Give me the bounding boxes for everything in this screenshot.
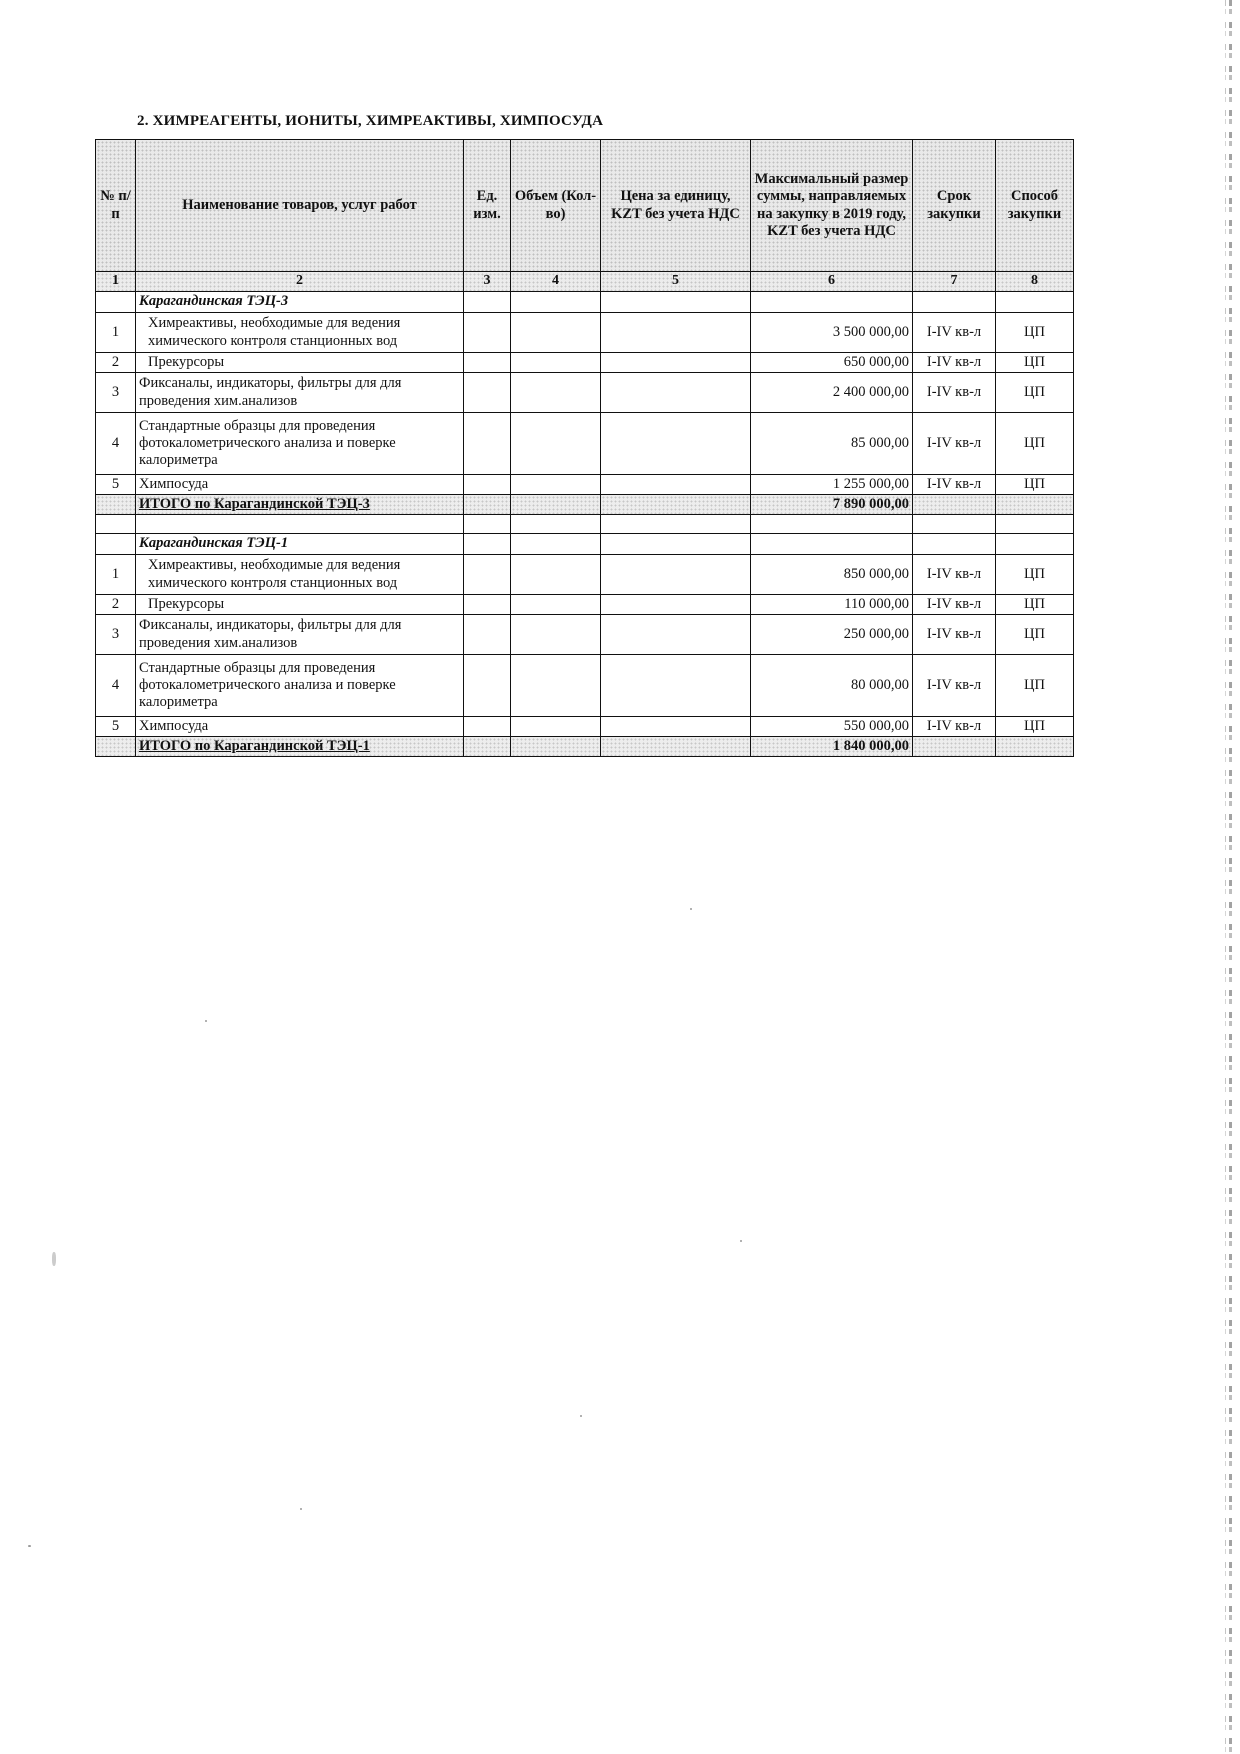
row-method: ЦП [996, 413, 1074, 475]
row-number: 2 [96, 353, 136, 373]
scan-speck [52, 1252, 56, 1266]
row-term: I-IV кв-л [913, 413, 996, 475]
row-term: I-IV кв-л [913, 615, 996, 655]
row-amount: 550 000,00 [751, 717, 913, 737]
scan-speck [740, 1240, 742, 1242]
row-term: I-IV кв-л [913, 373, 996, 413]
header-term: Срок закупки [913, 140, 996, 272]
column-number: 1 [96, 272, 136, 292]
header-unit: Ед. изм. [464, 140, 511, 272]
row-amount: 80 000,00 [751, 655, 913, 717]
row-number: 5 [96, 475, 136, 495]
row-number: 1 [96, 555, 136, 595]
row-amount: 110 000,00 [751, 595, 913, 615]
row-term: I-IV кв-л [913, 717, 996, 737]
row-method: ЦП [996, 555, 1074, 595]
row-method: ЦП [996, 655, 1074, 717]
row-item-name: Фиксаналы, индикаторы, фильтры для для проведения хим.анализов [136, 373, 464, 413]
header-number: № п/п [96, 140, 136, 272]
row-term: I-IV кв-л [913, 313, 996, 353]
row-term: I-IV кв-л [913, 595, 996, 615]
row-term: I-IV кв-л [913, 353, 996, 373]
row-item-name: Химпосуда [136, 475, 464, 495]
row-method: ЦП [996, 313, 1074, 353]
spacer-row [96, 515, 1074, 534]
section-name: Карагандинская ТЭЦ-1 [136, 534, 464, 555]
header-unit-price: Цена за единицу, KZT без учета НДС [601, 140, 751, 272]
row-number: 1 [96, 313, 136, 353]
total-row [96, 737, 1074, 757]
scan-page-edge [1229, 0, 1232, 1754]
column-number: 3 [464, 272, 511, 292]
row-method: ЦП [996, 615, 1074, 655]
table-row [96, 615, 1074, 655]
total-amount: 1 840 000,00 [751, 737, 913, 757]
table-row [96, 353, 1074, 373]
section-header-row [96, 292, 1074, 313]
section-header-row [96, 534, 1074, 555]
row-amount: 1 255 000,00 [751, 475, 913, 495]
row-amount: 850 000,00 [751, 555, 913, 595]
header-max-amount: Максимальный размер суммы, направляемых на закупку в 2019 году, KZT без учета НДС [751, 140, 913, 272]
row-amount: 250 000,00 [751, 615, 913, 655]
total-amount: 7 890 000,00 [751, 495, 913, 515]
scan-speck [205, 1020, 207, 1022]
row-item-name: Прекурсоры [136, 353, 464, 373]
row-amount: 85 000,00 [751, 413, 913, 475]
column-number: 6 [751, 272, 913, 292]
scan-speck [690, 908, 692, 910]
header-item-name: Наименование товаров, услуг работ [136, 140, 464, 272]
row-number: 4 [96, 413, 136, 475]
table-row [96, 475, 1074, 495]
row-amount: 2 400 000,00 [751, 373, 913, 413]
row-term: I-IV кв-л [913, 555, 996, 595]
table-row [96, 313, 1074, 353]
total-label: ИТОГО по Карагандинской ТЭЦ-3 [136, 495, 464, 515]
header-method: Способ закупки [996, 140, 1074, 272]
row-number: 5 [96, 717, 136, 737]
total-label: ИТОГО по Карагандинской ТЭЦ-1 [136, 737, 464, 757]
header-volume: Объем (Кол-во) [511, 140, 601, 272]
column-number: 4 [511, 272, 601, 292]
column-number-row [96, 272, 1074, 292]
row-item-name: Фиксаналы, индикаторы, фильтры для для проведения хим.анализов [136, 615, 464, 655]
row-amount: 3 500 000,00 [751, 313, 913, 353]
table-row [96, 373, 1074, 413]
column-number: 5 [601, 272, 751, 292]
table-row [96, 413, 1074, 475]
row-method: ЦП [996, 353, 1074, 373]
table-row [96, 595, 1074, 615]
row-item-name: Стандартные образцы для проведения фотокалометрического анализа и поверке калориметра [136, 655, 464, 717]
row-number: 4 [96, 655, 136, 717]
row-item-name: Химреактивы, необходимые для ведения химического контроля станционных вод [136, 313, 464, 353]
row-item-name: Прекурсоры [136, 595, 464, 615]
column-number: 8 [996, 272, 1074, 292]
table-row [96, 717, 1074, 737]
row-number: 3 [96, 615, 136, 655]
row-method: ЦП [996, 373, 1074, 413]
row-method: ЦП [996, 595, 1074, 615]
row-item-name: Химреактивы, необходимые для ведения химического контроля станционных вод [136, 555, 464, 595]
document-title: 2. ХИМРЕАГЕНТЫ, ИОНИТЫ, ХИМРЕАКТИВЫ, ХИМПОСУДА [137, 113, 604, 129]
table-row [96, 655, 1074, 717]
column-number: 7 [913, 272, 996, 292]
row-term: I-IV кв-л [913, 655, 996, 717]
row-method: ЦП [996, 475, 1074, 495]
row-method: ЦП [996, 717, 1074, 737]
row-item-name: Химпосуда [136, 717, 464, 737]
section-name: Карагандинская ТЭЦ-3 [136, 292, 464, 313]
column-number: 2 [136, 272, 464, 292]
row-term: I-IV кв-л [913, 475, 996, 495]
scan-speck [28, 1545, 31, 1547]
scan-speck [580, 1415, 582, 1417]
scan-speck [300, 1508, 302, 1510]
table-row [96, 555, 1074, 595]
scan-page-edge-inner [1225, 0, 1226, 1754]
row-amount: 650 000,00 [751, 353, 913, 373]
procurement-table [95, 139, 1074, 757]
row-number: 2 [96, 595, 136, 615]
header-row [96, 140, 1074, 272]
total-row [96, 495, 1074, 515]
row-number: 3 [96, 373, 136, 413]
row-item-name: Стандартные образцы для проведения фотокалометрического анализа и поверке калориметра [136, 413, 464, 475]
